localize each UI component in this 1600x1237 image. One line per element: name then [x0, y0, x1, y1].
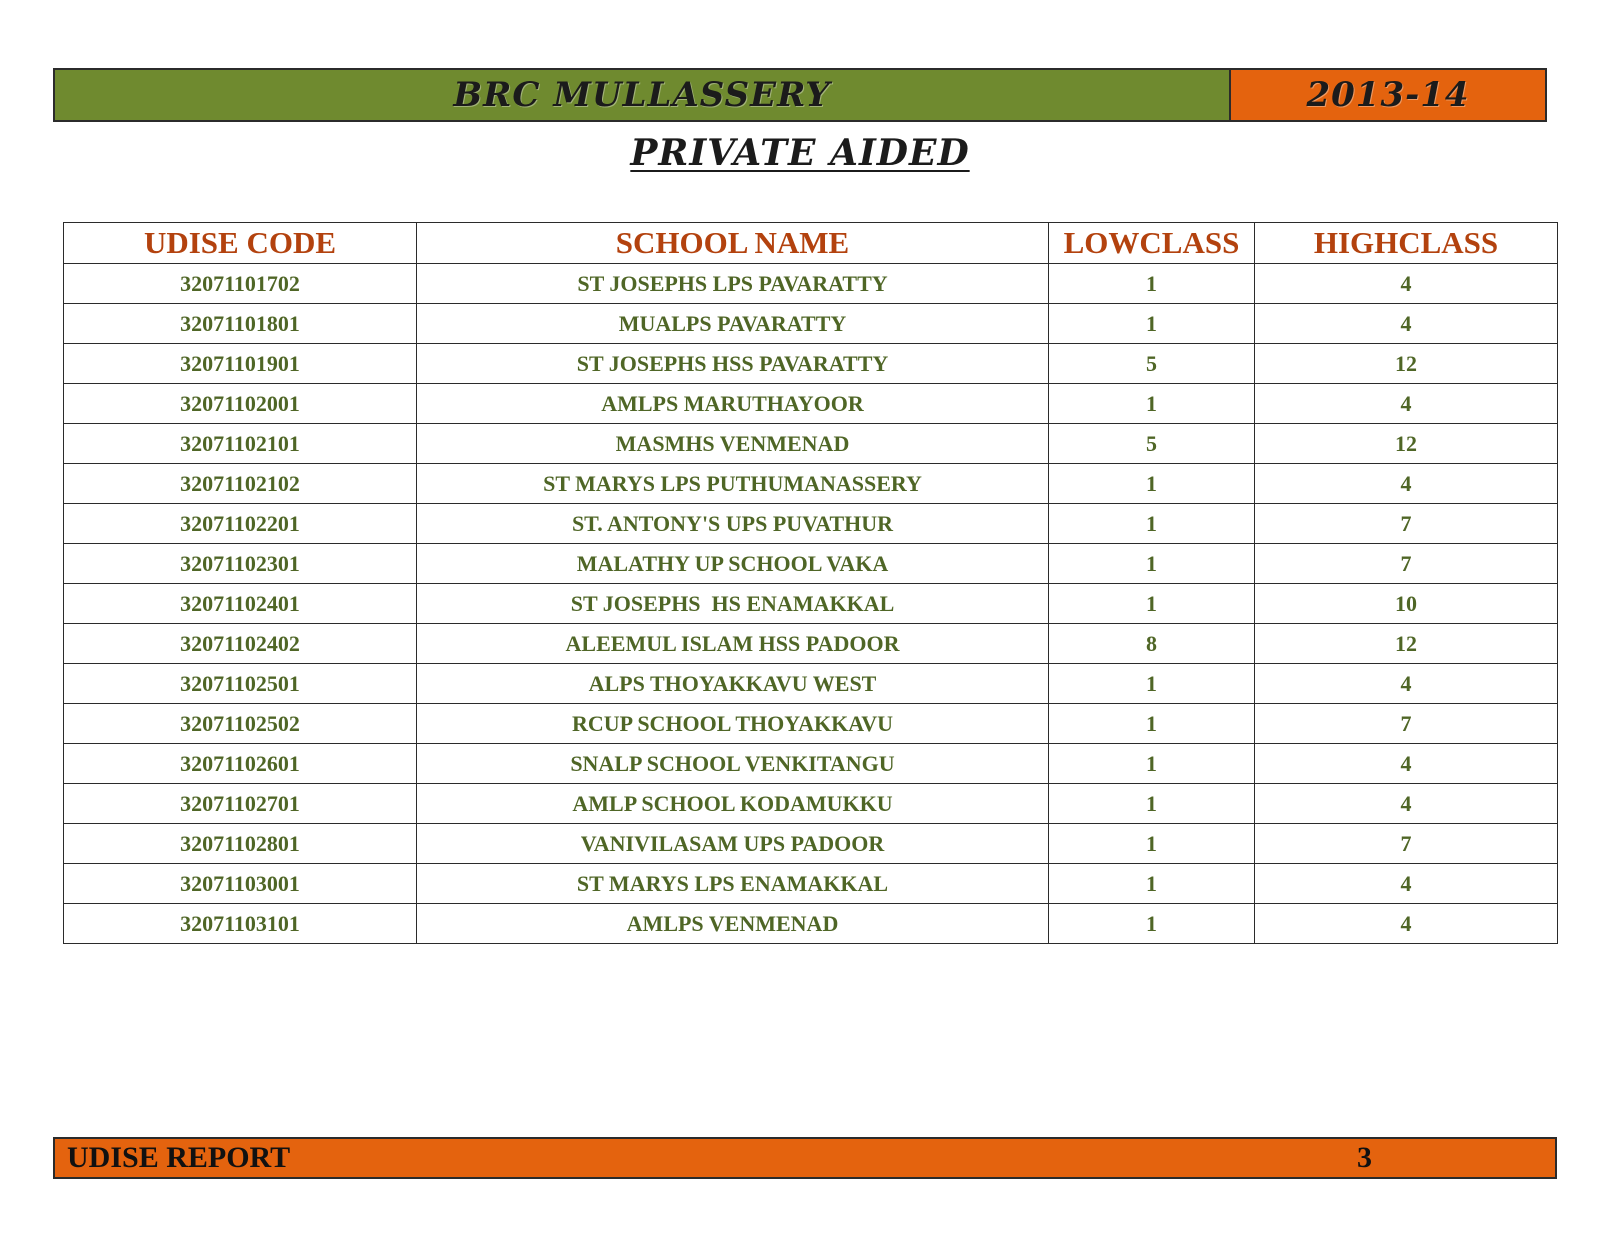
table-row [64, 304, 1558, 344]
udise-code-cell: 32071102301 [64, 544, 417, 584]
udise-code-cell: 32071103001 [64, 864, 417, 904]
highclass-cell: 4 [1255, 664, 1558, 704]
school-name-cell: ST JOSEPHS HSS PAVARATTY [417, 344, 1049, 384]
udise-code-cell: 32071102701 [64, 784, 417, 824]
school-name-cell: AMLPS MARUTHAYOOR [417, 384, 1049, 424]
highclass-cell: 4 [1255, 264, 1558, 304]
udise-code-cell: 32071103101 [64, 904, 417, 944]
footer-label: UDISE REPORT [67, 1141, 291, 1174]
lowclass-cell: 1 [1049, 584, 1255, 624]
header-school-name: SCHOOL NAME [417, 223, 1049, 264]
udise-code-cell: 32071102601 [64, 744, 417, 784]
school-name-cell: MASMHS VENMENAD [417, 424, 1049, 464]
school-name-cell: ALPS THOYAKKAVU WEST [417, 664, 1049, 704]
table-row [64, 824, 1558, 864]
table-row [64, 624, 1558, 664]
school-name-cell: MALATHY UP SCHOOL VAKA [417, 544, 1049, 584]
school-name-cell: ST MARYS LPS ENAMAKKAL [417, 864, 1049, 904]
lowclass-cell: 1 [1049, 784, 1255, 824]
lowclass-cell: 1 [1049, 664, 1255, 704]
table-row [64, 864, 1558, 904]
lowclass-cell: 1 [1049, 704, 1255, 744]
highclass-cell: 4 [1255, 464, 1558, 504]
table-header-row [64, 223, 1558, 264]
udise-code-cell: 32071101901 [64, 344, 417, 384]
udise-code-cell: 32071102001 [64, 384, 417, 424]
highclass-cell: 4 [1255, 384, 1558, 424]
lowclass-cell: 1 [1049, 824, 1255, 864]
highclass-cell: 12 [1255, 424, 1558, 464]
highclass-cell: 10 [1255, 584, 1558, 624]
table-row [64, 424, 1558, 464]
header-highclass: HIGHCLASS [1255, 223, 1558, 264]
school-name-cell: MUALPS PAVARATTY [417, 304, 1049, 344]
header-title-cell [55, 70, 1231, 120]
table-row [64, 384, 1558, 424]
highclass-cell: 7 [1255, 544, 1558, 584]
highclass-cell: 7 [1255, 824, 1558, 864]
lowclass-cell: 1 [1049, 544, 1255, 584]
udise-code-cell: 32071102502 [64, 704, 417, 744]
header-bar [53, 68, 1547, 122]
section-title-text: PRIVATE AIDED [630, 132, 970, 174]
header-year-cell [1231, 70, 1545, 120]
lowclass-cell: 1 [1049, 904, 1255, 944]
table-row [64, 784, 1558, 824]
highclass-cell: 4 [1255, 784, 1558, 824]
highclass-cell: 4 [1255, 864, 1558, 904]
school-name-cell: RCUP SCHOOL THOYAKKAVU [417, 704, 1049, 744]
highclass-cell: 7 [1255, 504, 1558, 544]
highclass-cell: 4 [1255, 904, 1558, 944]
school-name-cell: AMLPS VENMENAD [417, 904, 1049, 944]
highclass-cell: 12 [1255, 624, 1558, 664]
lowclass-cell: 1 [1049, 304, 1255, 344]
school-name-cell: ST JOSEPHS LPS PAVARATTY [417, 264, 1049, 304]
table-row [64, 504, 1558, 544]
header-year: 2013-14 [1306, 75, 1470, 115]
lowclass-cell: 1 [1049, 384, 1255, 424]
udise-code-cell: 32071101801 [64, 304, 417, 344]
footer-bar [53, 1137, 1557, 1179]
lowclass-cell: 1 [1049, 464, 1255, 504]
header-lowclass: LOWCLASS [1049, 223, 1255, 264]
lowclass-cell: 5 [1049, 344, 1255, 384]
school-name-cell: ST MARYS LPS PUTHUMANASSERY [417, 464, 1049, 504]
table-row [64, 264, 1558, 304]
table-row [64, 904, 1558, 944]
lowclass-cell: 1 [1049, 264, 1255, 304]
lowclass-cell: 1 [1049, 504, 1255, 544]
udise-code-cell: 32071102801 [64, 824, 417, 864]
section-title [0, 132, 1600, 174]
school-name-cell: VANIVILASAM UPS PADOOR [417, 824, 1049, 864]
table-row [64, 704, 1558, 744]
udise-code-cell: 32071102401 [64, 584, 417, 624]
lowclass-cell: 5 [1049, 424, 1255, 464]
schools-table [63, 222, 1558, 944]
school-name-cell: ALEEMUL ISLAM HSS PADOOR [417, 624, 1049, 664]
highclass-cell: 12 [1255, 344, 1558, 384]
school-name-cell: AMLP SCHOOL KODAMUKKU [417, 784, 1049, 824]
header-title: BRC MULLASSERY [453, 75, 831, 115]
school-name-cell: ST JOSEPHS HS ENAMAKKAL [417, 584, 1049, 624]
table-row [64, 344, 1558, 384]
page-number: 3 [1357, 1141, 1372, 1174]
school-name-cell: SNALP SCHOOL VENKITANGU [417, 744, 1049, 784]
lowclass-cell: 1 [1049, 864, 1255, 904]
highclass-cell: 4 [1255, 744, 1558, 784]
udise-code-cell: 32071102501 [64, 664, 417, 704]
highclass-cell: 7 [1255, 704, 1558, 744]
table-row [64, 744, 1558, 784]
udise-code-cell: 32071102102 [64, 464, 417, 504]
udise-code-cell: 32071101702 [64, 264, 417, 304]
lowclass-cell: 1 [1049, 744, 1255, 784]
table-row [64, 584, 1558, 624]
table-row [64, 544, 1558, 584]
highclass-cell: 4 [1255, 304, 1558, 344]
udise-code-cell: 32071102402 [64, 624, 417, 664]
school-name-cell: ST. ANTONY'S UPS PUVATHUR [417, 504, 1049, 544]
udise-code-cell: 32071102201 [64, 504, 417, 544]
table-row [64, 464, 1558, 504]
lowclass-cell: 8 [1049, 624, 1255, 664]
header-udise-code: UDISE CODE [64, 223, 417, 264]
table-row [64, 664, 1558, 704]
udise-code-cell: 32071102101 [64, 424, 417, 464]
